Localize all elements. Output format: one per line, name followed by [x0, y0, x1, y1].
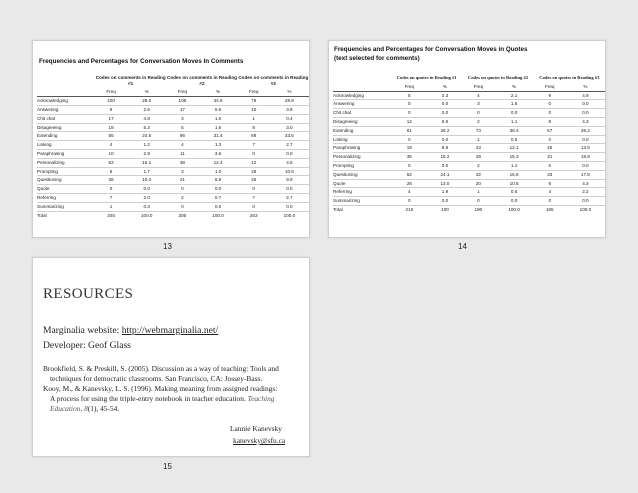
row-label: Quote	[37, 185, 95, 194]
reference-2-volume: Education, 8	[50, 404, 88, 413]
author-name: Lannie Kanevsky	[230, 424, 282, 433]
quotes-table-body	[333, 91, 605, 214]
table-cell: 38	[166, 158, 198, 167]
col-header: %	[198, 88, 237, 96]
row-label: Quote	[333, 179, 391, 188]
table-row	[333, 161, 605, 170]
table-cell: 5.6	[198, 106, 237, 115]
table-cell: 0.0	[428, 135, 463, 144]
table-row	[333, 100, 605, 109]
website-line	[43, 325, 218, 336]
table-row	[333, 170, 605, 179]
table-row	[37, 211, 309, 219]
table-cell: 2	[462, 117, 494, 126]
table-cell: 4.9	[127, 114, 166, 123]
table-cell: 8	[534, 179, 566, 188]
table-cell: 36	[95, 176, 127, 185]
row-label: Questioning	[37, 176, 95, 185]
table-cell: 0.0	[566, 100, 605, 109]
table-cell: 0	[534, 135, 566, 144]
table-cell: 73	[462, 126, 494, 135]
row-label: Linking	[333, 135, 391, 144]
table-cell: 18	[95, 123, 127, 132]
table-cell: 190	[474, 206, 483, 212]
slide-14-title	[334, 46, 528, 63]
row-label: Linking	[37, 141, 95, 150]
table-cell: 5.2	[127, 123, 166, 132]
row-label: Answering	[37, 106, 95, 115]
table-row	[37, 158, 309, 167]
table-cell: 61	[391, 126, 428, 135]
table-cell: 0	[462, 197, 494, 206]
table-cell: 16.2	[428, 153, 463, 162]
website-link[interactable]: http://webmarginalia.net/	[121, 325, 219, 336]
col-header: Freq	[238, 88, 270, 96]
table-cell: 0.0	[566, 109, 605, 118]
table-cell: 3.6	[198, 150, 237, 159]
row-label: Prompting	[333, 161, 391, 170]
table-cell: 0.0	[566, 135, 605, 144]
page-number-13: 13	[163, 242, 172, 251]
table-cell: 10.6	[270, 167, 309, 176]
table-cell: 1.1	[494, 117, 533, 126]
table-cell: 1.2	[127, 141, 166, 150]
row-label: Personalizing	[333, 153, 391, 162]
table-cell: 0	[238, 185, 270, 194]
table-cell: 8	[534, 117, 566, 126]
table-cell: 5	[391, 91, 428, 100]
table-cell: 96	[166, 132, 198, 141]
group-header-reading-1: Codes on quotes in Reading #1	[396, 75, 457, 80]
col-header: %	[494, 83, 533, 91]
table-cell: 1.0	[198, 114, 237, 123]
table-cell: 10	[238, 106, 270, 115]
table-cell: 0	[534, 161, 566, 170]
table-row	[37, 106, 309, 115]
table-cell: 2.2	[566, 188, 605, 197]
table-cell: 0.0	[198, 202, 237, 211]
table-row	[333, 179, 605, 188]
table-row	[333, 135, 605, 144]
table-row	[37, 167, 309, 176]
table-row	[333, 117, 605, 126]
table-cell: 0	[95, 185, 127, 194]
table-cell: 6.9	[198, 176, 237, 185]
table-cell: 100.0	[579, 206, 592, 212]
table-cell: 36.2	[566, 126, 605, 135]
table-cell: 15.1	[127, 158, 166, 167]
col-header: Freq	[462, 83, 494, 91]
reference-1-line-2: techniques for democratic classrooms. San Francisco, CA: Jossey-Bass.	[50, 374, 263, 383]
table-cell: 0	[238, 150, 270, 159]
table-cell: 4.3	[566, 117, 605, 126]
table-cell: 24.1	[428, 170, 463, 179]
col-header: Freq	[391, 83, 428, 91]
table-cell: 8	[238, 123, 270, 132]
col-header: %	[270, 88, 309, 96]
table-cell: 15.3	[494, 153, 533, 162]
table-cell: 4	[534, 188, 566, 197]
table-row	[333, 109, 605, 118]
table-cell: 1.9	[428, 188, 463, 197]
slide-13	[32, 40, 310, 238]
table-cell: 185	[545, 206, 554, 212]
table-cell: 0.0	[127, 185, 166, 194]
group-header-reading-2: Codes on comments in Reading #2	[167, 75, 237, 86]
table-cell: 263	[249, 212, 258, 218]
table-cell: 7	[238, 141, 270, 150]
table-cell: 1.3	[198, 141, 237, 150]
slide-14	[328, 40, 606, 238]
table-cell: 3	[166, 114, 198, 123]
table-cell: 20	[462, 179, 494, 188]
table-cell: 0.0	[494, 109, 533, 118]
table-cell: 38.4	[494, 126, 533, 135]
table-cell: 9	[95, 106, 127, 115]
table-cell: 0	[391, 161, 428, 170]
table-cell: 17.8	[566, 170, 605, 179]
table-cell: 0.0	[428, 100, 463, 109]
table-cell: 0.5	[494, 188, 533, 197]
table-cell: 19	[391, 144, 428, 153]
table-row	[37, 202, 309, 211]
table-cell: 11	[166, 150, 198, 159]
table-cell: 52	[95, 158, 127, 167]
table-cell: 2	[166, 194, 198, 203]
table-cell: 0.0	[566, 197, 605, 206]
table-cell: 345	[107, 212, 115, 218]
table-cell: 31.4	[198, 132, 237, 141]
table-cell: 100.0	[508, 206, 520, 212]
table-cell: 0.0	[494, 197, 533, 206]
table-cell: 0.7	[198, 194, 237, 203]
table-row	[37, 123, 309, 132]
table-row	[37, 141, 309, 150]
row-label: Referring	[37, 194, 95, 203]
table-cell: 76	[238, 97, 270, 106]
reference-2-pages: (1), 45-54.	[87, 404, 120, 413]
table-cell: 0.0	[270, 150, 309, 159]
table-cell: 7	[95, 194, 127, 203]
table-cell: 100	[95, 97, 127, 106]
table-cell: 5.6	[428, 117, 463, 126]
table-cell: 0	[462, 109, 494, 118]
table-cell: 1	[95, 202, 127, 211]
col-header: %	[566, 83, 605, 91]
reference-2-line-1: Kooy, M., & Kanevsky, L. S. (1996). Making meaning from assigned readings:	[43, 384, 278, 393]
table-cell: 3.0	[270, 123, 309, 132]
row-label: Disagreeing	[333, 117, 391, 126]
table-cell: 3	[462, 100, 494, 109]
table-cell: 34.6	[198, 97, 237, 106]
table-cell: 33	[534, 170, 566, 179]
row-label: Disagreeing	[37, 123, 95, 132]
group-header-reading-2: Codes on quotes in Reading #2	[467, 75, 529, 80]
slide-13-title: Frequencies and Percentages for Conversation Moves In Comments	[39, 58, 244, 65]
group-header-reading-3: Codes on comments in Reading #3	[238, 75, 309, 86]
table-cell: 1	[462, 135, 494, 144]
table-cell: 0	[166, 202, 198, 211]
table-cell: 1.6	[494, 100, 533, 109]
table-cell: 28.2	[428, 126, 463, 135]
page-number-15: 15	[163, 462, 172, 471]
table-cell: 2.0	[127, 194, 166, 203]
quotes-frequency-table	[333, 75, 605, 214]
table-cell: 16.8	[566, 153, 605, 162]
comments-table-body	[37, 97, 309, 220]
table-row	[333, 188, 605, 197]
table-cell: 13.0	[428, 179, 463, 188]
table-cell: 1.7	[127, 167, 166, 176]
table-cell: 0	[534, 100, 566, 109]
table-row	[333, 126, 605, 135]
table-cell: 12.4	[198, 158, 237, 167]
table-cell: 0	[391, 109, 428, 118]
table-cell: 4.3	[566, 179, 605, 188]
table-cell: 0.3	[127, 202, 166, 211]
table-cell: 4	[95, 141, 127, 150]
table-row	[333, 197, 605, 206]
table-cell: 29.0	[127, 97, 166, 106]
table-cell: 35	[391, 153, 428, 162]
table-cell: 31	[534, 153, 566, 162]
resources-heading: RESOURCES	[43, 286, 134, 302]
table-cell: 28.9	[270, 97, 309, 106]
table-cell: 0.0	[428, 197, 463, 206]
table-cell: 4.9	[566, 91, 605, 100]
table-cell: 13.5	[566, 144, 605, 153]
table-cell: 0.0	[428, 161, 463, 170]
table-cell: 100	[441, 206, 449, 212]
row-label: Summarizing	[333, 197, 391, 206]
page-number-14: 14	[458, 242, 467, 251]
comments-frequency-table	[37, 75, 309, 219]
table-cell: 0	[391, 135, 428, 144]
table-cell: 1.0	[198, 167, 237, 176]
table-cell: 12.1	[494, 144, 533, 153]
author-email[interactable]: kanevsky@sfu.ca	[233, 436, 286, 445]
row-label: Paraphrasing	[333, 144, 391, 153]
reference-2-line-2	[50, 394, 274, 403]
table-cell: 4	[166, 141, 198, 150]
website-label: Marginalia website:	[43, 325, 122, 336]
table-row	[37, 185, 309, 194]
table-cell: 32	[462, 170, 494, 179]
row-label: Referring	[333, 188, 391, 197]
table-cell: 1.1	[494, 161, 533, 170]
table-cell: 0.0	[566, 161, 605, 170]
slide-14-title-line2: (text selected for comments)	[334, 54, 420, 62]
col-header: %	[428, 83, 463, 91]
row-label: Extending	[37, 132, 95, 141]
table-cell: 3	[166, 167, 198, 176]
table-cell: 7	[238, 194, 270, 203]
table-cell: 2.3	[428, 91, 463, 100]
table-cell: 4.6	[270, 158, 309, 167]
table-row	[37, 194, 309, 203]
table-cell: 1.6	[198, 123, 237, 132]
table-cell: 306	[178, 212, 187, 218]
row-label: Acknowledging	[37, 97, 95, 106]
table-cell: 29	[462, 153, 494, 162]
table-cell: 17	[95, 114, 127, 123]
row-label: Extending	[333, 126, 391, 135]
row-label: Acknowledging	[333, 91, 391, 100]
table-cell: 0	[391, 197, 428, 206]
table-cell: 28	[238, 167, 270, 176]
reference-2-line-3	[50, 404, 119, 413]
group-header-reading-3: Codes on quotes in Reading #3	[539, 75, 600, 80]
table-cell: 10.4	[127, 176, 166, 185]
table-cell: 2.9	[127, 150, 166, 159]
table-cell: 2.1	[494, 91, 533, 100]
reference-2-text: A process for using the triple-entry notebook in teacher education.	[50, 394, 248, 403]
col-header: Freq	[534, 83, 566, 91]
table-cell: 0	[534, 109, 566, 118]
table-cell: 2	[462, 161, 494, 170]
table-cell: 0.0	[428, 109, 463, 118]
table-cell: 2.6	[127, 106, 166, 115]
row-label: Chit chat	[37, 114, 95, 123]
row-label: Prompting	[37, 167, 95, 176]
table-cell: 216	[405, 206, 414, 212]
table-cell: 10	[95, 150, 127, 159]
reference-2-journal: Teaching	[247, 394, 275, 403]
table-cell: 16.8	[494, 170, 533, 179]
table-cell: 88	[238, 132, 270, 141]
table-cell: 106	[166, 97, 198, 106]
table-cell: 0.4	[270, 114, 309, 123]
row-label: Total	[333, 206, 343, 212]
table-cell: 100.0	[283, 212, 296, 218]
row-label: Summarizing	[37, 202, 95, 211]
table-row	[333, 91, 605, 100]
row-label: Questioning	[333, 170, 391, 179]
col-header: Freq	[95, 88, 127, 96]
row-label: Answering	[333, 100, 391, 109]
table-row	[333, 153, 605, 162]
row-label: Paraphrasing	[37, 150, 95, 159]
table-cell: 6	[95, 167, 127, 176]
group-header-reading-1: Codes on comments in Reading #1	[95, 75, 166, 86]
table-cell: 4	[462, 91, 494, 100]
table-row	[333, 205, 605, 213]
table-row	[37, 114, 309, 123]
table-row	[37, 97, 309, 106]
reference-1-line-1: Brookfield, S. & Preskill, S. (2005). Discussion as a way of teaching: Tools and	[43, 364, 279, 373]
slide-14-title-line1: Frequencies and Percentages for Conversation Moves in Quotes	[334, 46, 528, 53]
table-cell: 0	[166, 185, 198, 194]
table-cell: 12	[238, 158, 270, 167]
table-cell: 100.0	[212, 212, 224, 218]
col-header: Freq	[166, 88, 198, 96]
table-cell: 8.8	[428, 144, 463, 153]
table-row	[37, 150, 309, 159]
table-cell: 0.5	[494, 135, 533, 144]
developer-line: Developer: Geof Glass	[43, 340, 131, 351]
table-cell: 26	[238, 176, 270, 185]
table-cell: 100.0	[140, 212, 153, 218]
table-cell: 1	[462, 188, 494, 197]
table-row	[37, 132, 309, 141]
table-cell: 25	[534, 144, 566, 153]
table-cell: 52	[391, 170, 428, 179]
table-row	[333, 144, 605, 153]
table-cell: 9.9	[270, 176, 309, 185]
table-cell: 67	[534, 126, 566, 135]
table-cell: 5	[166, 123, 198, 132]
table-cell: 1	[238, 114, 270, 123]
table-cell: 85	[95, 132, 127, 141]
table-cell: 23	[462, 144, 494, 153]
col-header: %	[127, 88, 166, 96]
table-row	[37, 176, 309, 185]
table-cell: 0.0	[270, 185, 309, 194]
table-cell: 4	[391, 188, 428, 197]
table-cell: 0.0	[198, 185, 237, 194]
table-cell: 3.8	[270, 106, 309, 115]
table-cell: 33.5	[270, 132, 309, 141]
table-cell: 12	[391, 117, 428, 126]
row-label: Total	[37, 212, 47, 218]
table-cell: 2.7	[270, 194, 309, 203]
table-cell: 2.7	[270, 141, 309, 150]
table-cell: 0	[391, 100, 428, 109]
table-cell: 28	[391, 179, 428, 188]
table-cell: 0	[534, 197, 566, 206]
table-cell: 24.6	[127, 132, 166, 141]
table-cell: 9	[534, 91, 566, 100]
table-cell: 17	[166, 106, 198, 115]
table-cell: 21	[166, 176, 198, 185]
row-label: Chit chat	[333, 109, 391, 118]
row-label: Personalizing	[37, 158, 95, 167]
table-cell: 10.5	[494, 179, 533, 188]
table-cell: 0.0	[270, 202, 309, 211]
table-cell: 0	[238, 202, 270, 211]
